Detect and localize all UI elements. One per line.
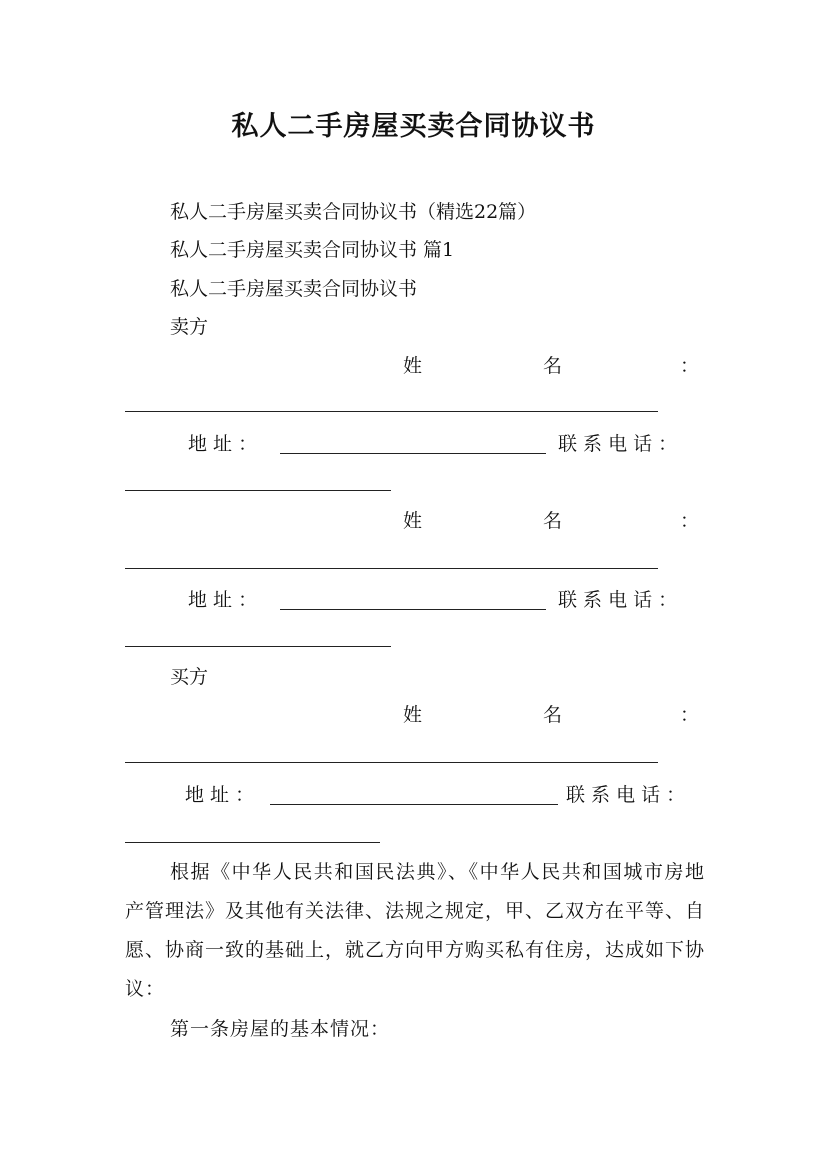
name-blank-line: [125, 411, 658, 412]
subtitle: 私人二手房屋买卖合同协议书（精选22篇）: [170, 201, 537, 223]
name-label-char-2: 名: [543, 704, 563, 726]
address-blank-line: [280, 453, 546, 454]
name-colon: ：: [680, 510, 700, 532]
phone-blank-line: [125, 646, 391, 647]
name-label-char-2: 名: [543, 510, 563, 532]
name-blank-line: [125, 568, 658, 569]
phone-blank-line: [125, 490, 391, 491]
buyer-label: 买方: [170, 666, 209, 688]
name-colon: ：: [680, 704, 700, 726]
phone-label: 联 系 电 话 ：: [558, 589, 678, 611]
name-label-char-2: 名: [543, 355, 563, 377]
address-label: 地 址 ：: [188, 589, 258, 611]
document-title: 私人二手房屋买卖合同协议书: [231, 111, 596, 142]
phone-label: 联 系 电 话 ：: [558, 433, 678, 455]
article-1-heading: 第一条房屋的基本情况：: [170, 1018, 391, 1040]
name-label-char-1: 姓: [403, 355, 423, 377]
contract-heading: 私人二手房屋买卖合同协议书: [170, 278, 418, 300]
name-label-char-1: 姓: [403, 704, 423, 726]
name-colon: ：: [680, 355, 700, 377]
address-label: 地 址 ：: [185, 784, 255, 806]
phone-label: 联 系 电 话 ：: [566, 784, 686, 806]
seller-label: 卖方: [170, 316, 209, 338]
body-paragraph: 根据《中华人民共和国民法典》、《中华人民共和国城市房地产管理法》及其他有关法律、法规之规定，甲、乙双方在平等、自愿、协商一致的基础上，就乙方向甲方购买私有住房，达成如下协议：: [125, 861, 706, 1000]
phone-blank-line: [125, 842, 380, 843]
name-blank-line: [125, 762, 658, 763]
address-blank-line: [280, 609, 546, 610]
address-label: 地 址 ：: [188, 433, 258, 455]
name-label-char-1: 姓: [403, 510, 423, 532]
chapter-heading: 私人二手房屋买卖合同协议书 篇1: [170, 239, 455, 261]
address-blank-line: [270, 804, 558, 805]
